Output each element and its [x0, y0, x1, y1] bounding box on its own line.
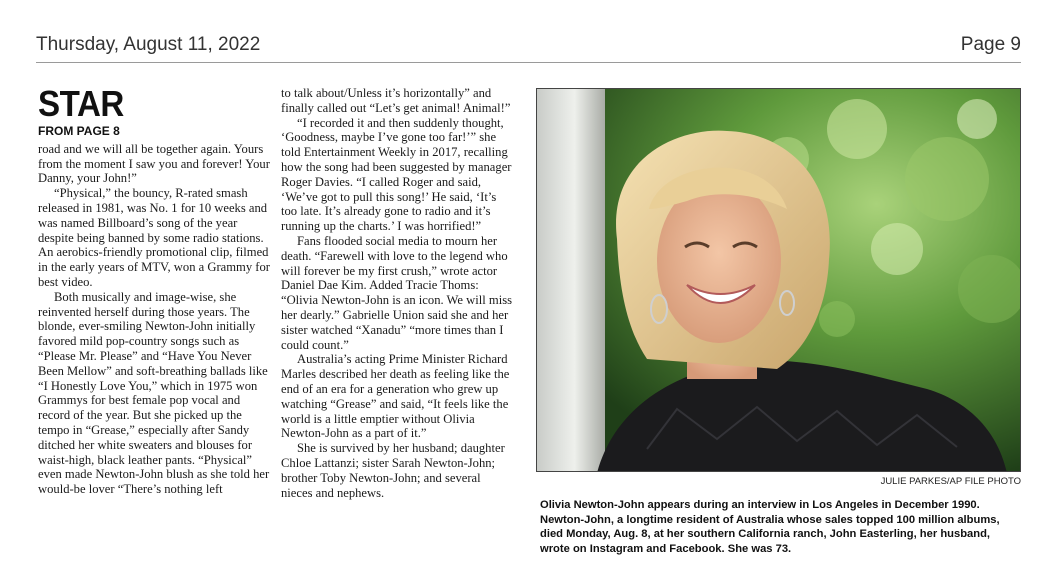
- issue-date: Thursday, August 11, 2022: [36, 34, 261, 55]
- paragraph: “I recorded it and then suddenly thought, ‘Goodness, maybe I’ve gone too far!’” she told Entertainment Weekly in 2017, recalling how the song had been suggested by manager Roger Davies. “I called Roger and said, ‘We’ve got to pull this song!’ He said, ‘It’s too late. It’s already gone to radio and it’s running up the charts.’ I was horrified!”: [281, 115, 512, 234]
- paragraph: Fans flooded social media to mourn her death. “Farewell with love to the legend who will forever be my first crush,” wrote actor Daniel Dae Kim. Added Tracie Thoms: “Olivia Newton-John is an icon. We will miss her dearly.” Gabrielle Union said she and her sister watched “Xanadu” “more times than I could count.”: [281, 233, 513, 352]
- page-number: Page 9: [960, 34, 1021, 55]
- paragraph: “Physical,” the bouncy, R-rated smash released in 1981, was No. 1 for 10 weeks and was named Billboard’s song of the year despite being banned by some radio stations. An aerobics-friendly promotional clip, filmed in the early years of MTV, won a Grammy for best video.: [38, 186, 270, 289]
- paragraph: She is survived by her husband; daughter Chloe Lattanzi; sister Sarah Newton-John; brother Toby Newton-John; and several nieces and nephews.: [281, 441, 505, 500]
- paragraph: road and we will all be together again. Yours from the moment I saw you and forever! Your Danny, your John!”: [38, 141, 270, 186]
- paragraph: Both musically and image-wise, she reinvented herself during those years. The blonde, ever-smiling Newton-John initially favored mild pop-country songs such as “Please Mr. Please” and “Have You Never Been Mellow” and soft-breathing ballads like “I Honestly Love You,” which in 1975 won Grammys for best female pop vocal and record of the year. But she picked up the tempo in “Grease,” especially after Sandy ditched her white sweaters and blouses for waist-high, black leather pants. “Physical” even made Newton-John blush as she told her would-be lover “There’s nothing left: [38, 289, 270, 497]
- paragraph: to talk about/Unless it’s horizontally” and finally called out “Let’s get animal! Animal!”: [281, 86, 511, 115]
- paragraph: Australia’s acting Prime Minister Richard Marles described her death as feeling like the end of an era for a generation who grew up watching “Grease” and said, “It feels like the world is a little emptier without Olivia Newton-John as a part of it.”: [281, 352, 510, 441]
- article-kicker: STAR: [38, 83, 124, 124]
- jump-line: FROM PAGE 8: [38, 124, 120, 138]
- header-rule: [36, 62, 1021, 63]
- article-photo: [536, 88, 1021, 472]
- article-column-2: [281, 86, 515, 500]
- portrait-illustration: [537, 89, 1021, 472]
- page-header: [36, 30, 1021, 60]
- photo-caption: Olivia Newton-John appears during an interview in Los Angeles in December 1990. Newton-John, a longtime resident of Australia whose sales topped 100 million albums, died Monday, Aug. 8, at her southern California ranch, John Easterling, her husband, wrote on Instagram and Facebook. She was 73.: [540, 499, 1000, 555]
- article-column-1: [38, 83, 270, 497]
- photo-credit: JULIE PARKES/AP FILE PHOTO: [880, 476, 1021, 487]
